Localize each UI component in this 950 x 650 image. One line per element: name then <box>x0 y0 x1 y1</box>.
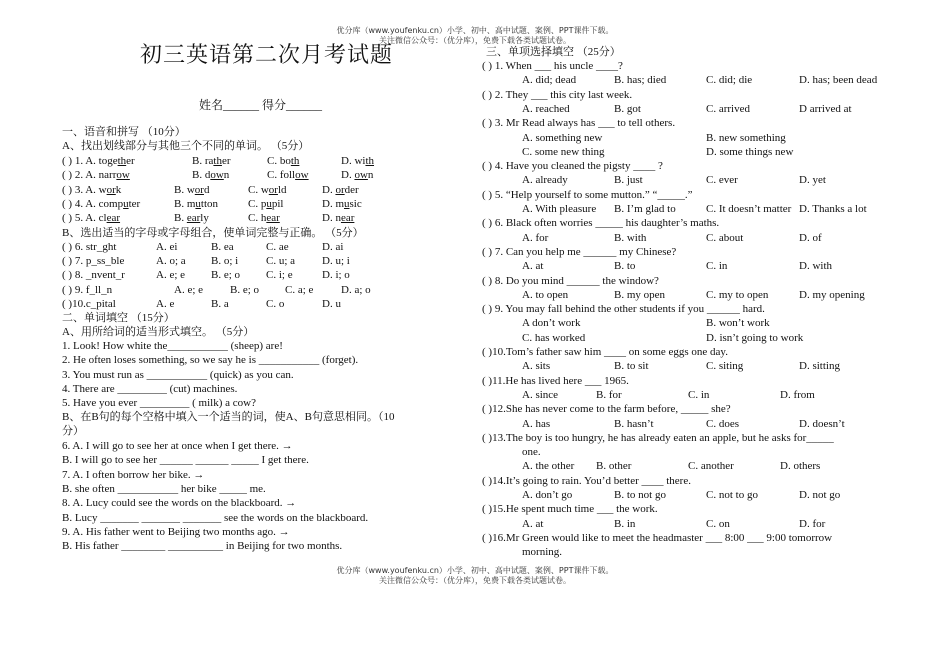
option-d: D. with <box>799 260 832 273</box>
underlined-letters: th <box>213 155 222 167</box>
spelling-question: ( ) 6. str_ght <box>62 241 117 253</box>
question-stem: ( ) 3. A. w <box>62 183 107 196</box>
underlined-letters: u <box>344 197 350 210</box>
rewrite-line: B. I will go to see her ______ ______ _____ I get there. <box>62 454 309 467</box>
question-stem: ( ) 1. A. toge <box>62 155 118 167</box>
option-b: B. ea <box>211 241 234 253</box>
option-text: C. bo <box>267 155 291 167</box>
word-rest: tton <box>200 197 219 210</box>
spelling-question: ( ) 7. p_ss_ble <box>62 255 125 268</box>
option-c: C. in <box>706 260 728 273</box>
footer-line-1: 优分库（www.youfenku.cn）小学、初中、高中试题、案例、PPT课件下载。 <box>336 566 614 575</box>
underlined-letters: u <box>266 197 272 210</box>
option-d <box>322 212 354 225</box>
word-form-question: 5. Have you ever _________ ( milk) a cow? <box>62 397 256 410</box>
option-a: A. e; e <box>174 283 204 296</box>
word-rest: sic <box>349 197 362 210</box>
option-d <box>341 155 374 168</box>
option-a: A. don’t go <box>522 489 573 501</box>
underlined-letters: ear <box>266 212 280 225</box>
word-rest: er <box>126 155 135 167</box>
underlined-letters: ow <box>210 169 224 182</box>
choice-question: ( ) 9. You may fall behind the other students if you ______ hard. <box>482 303 765 316</box>
choice-question: ( )12.She has never come to the farm before, _____ she? <box>482 403 731 416</box>
right-column <box>480 0 950 650</box>
word-rest: ld <box>277 183 287 196</box>
option-a: A. to open <box>522 288 569 301</box>
option-b <box>192 169 229 182</box>
option-b: B. e; o <box>211 269 241 282</box>
word-rest: n <box>367 169 374 182</box>
option-d: D. ai <box>322 241 344 253</box>
option-text: D. <box>322 183 336 196</box>
option-b: B. to not go <box>614 489 666 501</box>
option-d: D. Thanks a lot <box>799 203 867 215</box>
section-1b-heading: B、选出适当的字母或字母组合，使单词完整与正确。 （5分） <box>62 227 364 239</box>
choice-question: ( ) 6. Black often worries _____ his daughter’s maths. <box>482 217 720 230</box>
option-text: B. d <box>192 169 211 182</box>
rewrite-line: 7. A. I often borrow her bike. → <box>62 468 205 481</box>
underlined-letters: or <box>106 183 116 196</box>
option-d: D. i; o <box>322 269 350 282</box>
option-b: B. e; o <box>230 283 260 296</box>
footer-line-2: 关注微信公众号：（优分库），免费下载各类试题试卷。 <box>379 576 571 585</box>
section-1a-heading: A、找出划线部分与其他三个不同的单词。 （5分） <box>62 140 310 152</box>
choice-question: ( ) 5. “Help yourself to some mutton.” “_____.” <box>482 188 693 201</box>
option-d: D. u; i <box>322 255 350 268</box>
question-stem: ( ) 4. A. comp <box>62 197 124 210</box>
underlined-letters: th <box>117 155 127 167</box>
underlined-letters: or <box>268 183 278 196</box>
option-a: A. something new <box>522 131 603 144</box>
option-b: B. I’m glad to <box>614 203 676 215</box>
option-d: D. some things new <box>706 145 794 158</box>
word-form-question: 3. You must run as ___________ (quick) as you can. <box>62 368 294 381</box>
option-a: A. With pleasure <box>522 203 597 215</box>
option-b <box>174 212 209 225</box>
phonics-question <box>62 184 121 197</box>
option-a: A. o; a <box>156 255 186 268</box>
option-text: D. n <box>322 212 341 225</box>
option-text: D. m <box>322 197 344 210</box>
choice-question: ( ) 7. Can you help me ______ my Chinese? <box>482 245 677 258</box>
underlined-letters: ow <box>354 169 368 182</box>
option-a: A. since <box>522 388 559 401</box>
question-stem: ( ) 5. A. cl <box>62 212 107 225</box>
option-b: B. new something <box>706 131 786 144</box>
option-b: B. o; i <box>211 255 239 268</box>
option-d: D. from <box>780 388 815 401</box>
option-a: A. sits <box>522 360 551 373</box>
word-rest: er <box>221 155 231 167</box>
choice-question: ( ) 1. When ___ his uncle ____? <box>482 60 623 72</box>
word-rest: n <box>223 169 230 182</box>
option-b: B. a <box>211 297 229 310</box>
option-a: A. at <box>522 517 544 530</box>
underlined-letters: or <box>335 183 345 196</box>
option-c: C. siting <box>706 360 744 373</box>
option-a: A. did; dead <box>522 74 577 87</box>
option-text: D. <box>341 169 355 182</box>
option-c: C. about <box>706 231 744 244</box>
option-c: C. another <box>688 460 734 473</box>
option-d: D. for <box>799 517 826 530</box>
option-a: A. e <box>156 297 175 310</box>
option-c: C. i; e <box>266 269 293 282</box>
option-d: D. isn’t going to work <box>706 331 804 344</box>
phonics-question <box>62 155 135 168</box>
option-c: C. my to open <box>706 288 769 301</box>
option-a: A don’t work <box>522 317 581 330</box>
underlined-letters: ow <box>116 169 130 182</box>
option-d: D. my opening <box>799 288 865 301</box>
option-b: B. to <box>614 260 636 273</box>
option-b <box>174 184 209 197</box>
option-c <box>267 155 299 168</box>
section-2a-heading: A、用所给词的适当形式填空。 （5分） <box>62 326 255 338</box>
option-text: C. foll <box>267 169 296 182</box>
option-c <box>248 184 287 197</box>
choice-question: ( ) 8. Do you mind ______ the window? <box>482 274 659 287</box>
option-d <box>322 184 359 197</box>
option-b: B. in <box>614 517 636 530</box>
section-2b-heading-cont: 分） <box>62 425 84 437</box>
option-a: A. e; e <box>156 269 186 282</box>
option-c: C. arrived <box>706 102 750 115</box>
option-a: A. the other <box>522 460 575 473</box>
choice-question: ( )15.He spent much time ___ the work. <box>482 503 658 516</box>
header-line-2: 关注微信公众号：（优分库），免费下载各类试题试卷。 <box>379 36 571 45</box>
option-c: C. on <box>706 517 730 530</box>
section-2-heading: 二、单词填空 （15分） <box>62 312 175 324</box>
section-2b-heading: B、在B句的每个空格中填入一个适当的词，使A、B句意思相同。（10 <box>62 411 395 423</box>
option-c <box>267 169 309 182</box>
section-1-heading: 一、语音和拼写 （10分） <box>62 126 186 138</box>
option-b: B. just <box>614 174 643 187</box>
header-line-1: 优分库（www.youfenku.cn）小学、初中、高中试题、案例、PPT课件下载。 <box>336 26 614 35</box>
question-stem: ( ) 2. A. narr <box>62 169 117 182</box>
option-d: D. others <box>780 460 821 473</box>
option-b: B. to sit <box>614 360 649 373</box>
underlined-letters: ow <box>295 169 309 182</box>
option-c: C. not to go <box>706 489 758 501</box>
option-d <box>322 198 362 211</box>
underlined-letters: ear <box>340 212 355 225</box>
option-c: C. It doesn’t matter <box>706 203 792 215</box>
option-text: B. m <box>174 197 196 210</box>
underlined-letters: ear <box>106 212 121 225</box>
option-a: A. reached <box>522 102 570 115</box>
option-c: C. o <box>266 297 285 310</box>
word-form-question: 2. He often loses something, so we say he is ___________ (forget). <box>62 354 359 367</box>
underlined-letters: u <box>195 197 201 210</box>
rewrite-line: 6. A. I will go to see her at once when I get there. → <box>62 440 293 452</box>
rewrite-line: B. she often ___________ her bike _____ me. <box>62 482 266 495</box>
rewrite-line: 9. A. His father went to Beijing two months ago. → <box>62 525 290 538</box>
word-rest: d <box>203 183 210 196</box>
option-d: D. yet <box>799 174 826 187</box>
rewrite-line: B. His father ________ __________ in Beijing for two months. <box>62 540 343 553</box>
option-a: A. already <box>522 174 568 187</box>
question-continuation: morning. <box>522 546 563 559</box>
option-b: B. for <box>596 388 622 401</box>
option-d <box>341 169 373 182</box>
underlined-letters: or <box>194 183 204 196</box>
page-footer <box>0 566 950 586</box>
choice-question: ( ) 3. Mr Read always has ___ to tell others. <box>482 117 676 130</box>
choice-question: ( ) 4. Have you cleaned the pigsty ____ ? <box>482 160 663 173</box>
option-d: D arrived at <box>799 102 852 115</box>
spelling-question: ( )10.c_pital <box>62 297 116 310</box>
option-d: D. of <box>799 231 822 244</box>
word-rest: ly <box>200 212 209 225</box>
option-c: C. has worked <box>522 331 586 344</box>
option-b <box>174 198 218 211</box>
option-b: B. with <box>614 231 647 244</box>
option-b: B. got <box>614 102 641 115</box>
word-rest: pil <box>271 197 284 210</box>
rewrite-line: 8. A. Lucy could see the words on the blackboard. → <box>62 497 297 510</box>
option-c: C. some new thing <box>522 145 605 158</box>
option-c: C. u; a <box>266 255 296 268</box>
option-b: B. my open <box>614 288 666 301</box>
choice-question: ( )11.He has lived here ___ 1965. <box>482 374 629 387</box>
question-continuation: one. <box>522 446 541 459</box>
option-d: D. doesn’t <box>799 417 845 430</box>
option-text: C. w <box>248 183 269 196</box>
underlined-letters: ear <box>186 212 201 225</box>
option-b: B. won’t work <box>706 317 770 330</box>
choice-question: ( ) 2. They ___ this city last week. <box>482 88 633 101</box>
name-score-line: 姓名______ 得分______ <box>199 98 323 112</box>
word-rest: der <box>344 183 359 196</box>
choice-question: ( )16.Mr Green would like to meet the headmaster ___ 8:00 ___ 9:00 tomorrow <box>482 531 833 544</box>
option-c: C. a; e <box>285 283 314 296</box>
option-b: B. has; died <box>614 74 667 87</box>
underlined-letters: u <box>123 197 129 210</box>
choice-question: ( )13.The boy is too hungry, he has already eaten an apple, but he asks for_____ <box>482 431 834 444</box>
option-b: B. other <box>596 460 632 473</box>
word-rest: ter <box>128 197 141 210</box>
spelling-question: ( ) 8. _nvent_r <box>62 269 125 282</box>
option-text: B. w <box>174 183 195 196</box>
option-b: B. hasn’t <box>614 417 654 430</box>
choice-question: ( )14.It’s going to rain. You’d better ____ there. <box>482 474 691 487</box>
word-rest: k <box>115 183 122 196</box>
spelling-question: ( ) 9. f_ll_n <box>62 283 113 296</box>
option-text: C. h <box>248 212 267 225</box>
option-c: C. does <box>706 417 739 430</box>
option-c: C. ae <box>266 241 289 253</box>
underlined-letters: th <box>290 155 300 167</box>
choice-question: ( )10.Tom’s father saw him ____ on some eggs one day. <box>482 346 728 358</box>
phonics-question <box>62 169 130 182</box>
page-title: 初三英语第二次月考试题 <box>140 43 394 68</box>
option-a: A. has <box>522 417 551 430</box>
phonics-question <box>62 198 140 211</box>
option-a: A. at <box>522 260 544 273</box>
option-c <box>248 198 283 211</box>
underlined-letters: th <box>365 155 375 167</box>
option-d: D. sitting <box>799 360 840 373</box>
option-c: C. in <box>688 388 710 401</box>
option-d: D. not go <box>799 489 841 501</box>
word-form-question: 4. There are _________ (cut) machines. <box>62 382 238 395</box>
phonics-question <box>62 212 120 225</box>
word-form-question: 1. Look! How white the___________ (sheep) are! <box>62 340 283 352</box>
option-c: C. did; die <box>706 74 753 87</box>
option-text: C. p <box>248 197 267 210</box>
rewrite-line: B. Lucy _______ _______ _______ see the words on the blackboard. <box>62 511 369 524</box>
option-c: C. ever <box>706 174 738 187</box>
option-a: A. for <box>522 231 549 244</box>
option-text: D. wi <box>341 155 366 167</box>
option-c <box>248 212 280 225</box>
option-d: D. has; been dead <box>799 74 878 87</box>
option-b <box>192 155 231 168</box>
option-text: B. <box>174 212 187 225</box>
option-a: A. ei <box>156 241 178 253</box>
option-d: D. u <box>322 297 341 310</box>
option-d: D. a; o <box>341 283 371 296</box>
option-text: B. ra <box>192 155 214 167</box>
section-3-heading: 三、单项选择填空 （25分） <box>486 46 621 58</box>
